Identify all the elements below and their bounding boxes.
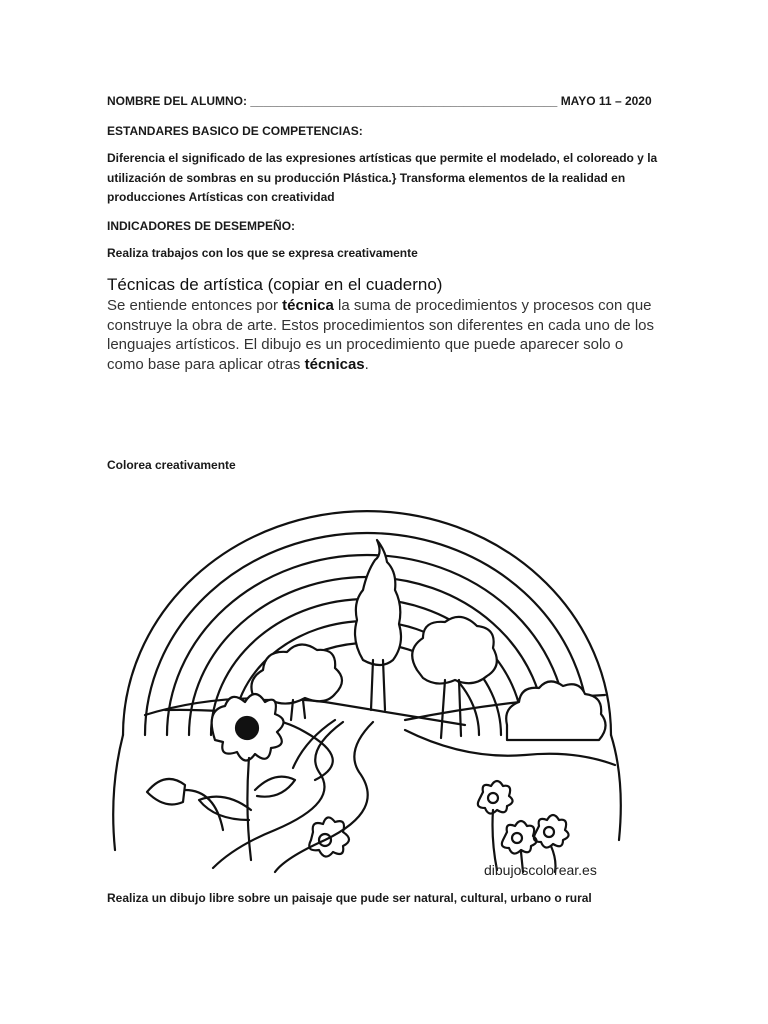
text-segment: Se entiende entonces por [107,297,283,314]
standards-title: ESTANDARES BASICO DE COMPETENCIAS: [107,124,363,138]
text-segment: la suma de procedimientos y procesos con que [333,297,652,314]
rainbow-landscape-illustration [105,510,625,880]
standards-line: Diferencia el significado de las expresiones artísticas que permite el modelado, el coloreado y la [107,151,658,165]
student-name-blank: ______________________________________________ [250,94,558,108]
techniques-paragraph [107,296,687,374]
text-segment: . [364,355,369,373]
student-name-label: NOMBRE DEL ALUMNO: [107,94,247,108]
indicators-text: Realiza trabajos con los que se expresa creativamente [107,246,418,260]
standards-paragraph [107,149,667,208]
text-segment: como base para aplicar otras [107,355,305,373]
sunflower [147,694,295,860]
coloring-instruction: Colorea creativamente [107,458,236,472]
date-text: MAYO 11 – 2020 [560,94,652,108]
image-credit: dibujoscolorear.es [484,862,597,878]
bold-term: técnica [282,297,334,314]
final-instruction: Realiza un dibujo libre sobre un paisaje que pude ser natural, cultural, urbano o rural [107,891,592,905]
student-name-line [107,94,652,108]
indicators-title: INDICADORES DE DESEMPEÑO: [107,219,296,233]
techniques-heading: Técnicas de artística (copiar en el cuaderno) [107,275,443,294]
techniques-line: construye la obra de arte. Estos procedimientos son diferentes en cada uno de los [107,316,654,334]
standards-line: producciones Artísticas con creatividad [107,190,335,204]
techniques-line: lenguajes artísticos. El dibujo es un procedimiento que puede aparecer solo o [107,336,624,354]
techniques-line [107,296,687,316]
standards-line: utilización de sombras en su producción Plástica.} Transforma elementos de la realidad en [107,170,626,185]
bold-term: técnicas [304,355,365,373]
techniques-line [107,355,687,375]
